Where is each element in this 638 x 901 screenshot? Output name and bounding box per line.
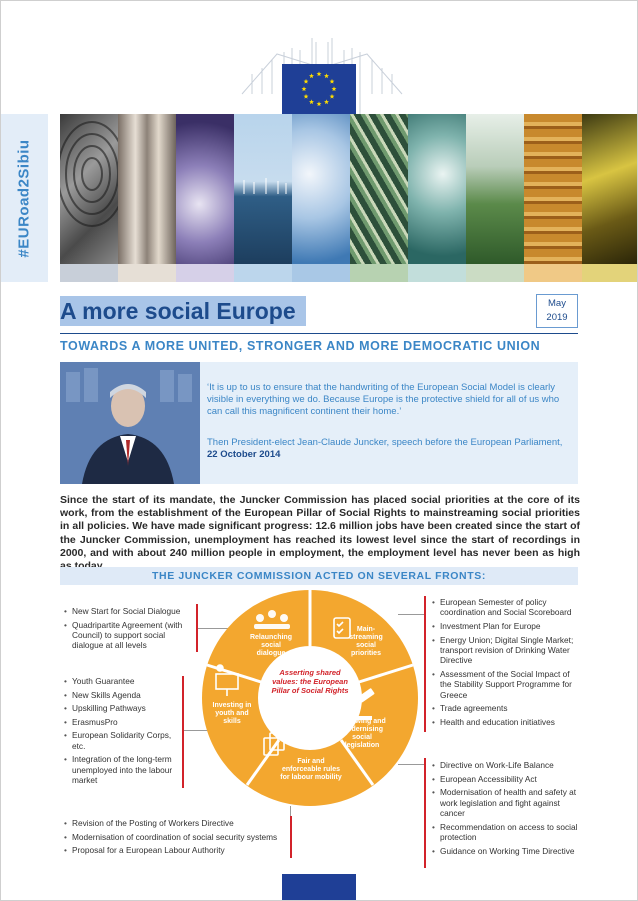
quote-source [207, 437, 573, 461]
list-labour-mobility [64, 818, 294, 859]
red-marker [424, 596, 426, 732]
list-item: • Energy Union; Digital Single Market; transport revision of Drinking Water Directive [432, 635, 582, 666]
photo-green-structure [350, 114, 408, 264]
list-mainstreaming [432, 597, 582, 731]
list-item: • New Start for Social Dialogue [64, 606, 194, 616]
date-month: May [548, 298, 566, 309]
bottom-blue-tab [282, 874, 356, 901]
red-marker [182, 676, 184, 788]
quote-attribution: Then President-elect Jean-Claude Juncker, speech before the European Parliament, [207, 437, 563, 448]
list-item: • Revision of the Posting of Workers Directive [64, 818, 294, 828]
red-marker [424, 758, 426, 868]
segment-label-renewing: Renewing and modernising social legislation [338, 718, 386, 749]
publication-date [536, 294, 578, 328]
list-item: • Youth Guarantee [64, 676, 180, 686]
band-3 [176, 264, 234, 282]
band-10 [582, 264, 638, 282]
title-divider [60, 333, 578, 334]
segment-label-investing: Investing in youth and skills [212, 702, 252, 725]
date-year: 2019 [546, 312, 568, 323]
band-4 [234, 264, 292, 282]
photo-wind-turbines [234, 114, 292, 264]
photo-columns [118, 114, 176, 264]
wheel-center-label: Asserting shared values: the European Pillar of Social Rights [271, 668, 349, 695]
list-legislation [432, 760, 582, 859]
band-6 [350, 264, 408, 282]
band-2 [118, 264, 176, 282]
band-7 [408, 264, 466, 282]
photo-euro-display [582, 114, 638, 264]
hashtag-label: #EURoad2Sibiu [15, 138, 33, 258]
list-item: • Directive on Work-Life Balance [432, 760, 582, 770]
photo-fingerprint [60, 114, 118, 264]
header-photo-strip [60, 114, 638, 282]
list-item: • Assessment of the Social Impact of the Stability Support Programme for Greece [432, 669, 582, 700]
photo-globe-abstract [292, 114, 350, 264]
list-item: • Upskilling Pathways [64, 703, 180, 713]
list-item: • European Solidarity Corps, etc. [64, 730, 180, 751]
list-item: • Investment Plan for Europe [432, 621, 582, 631]
list-item: • Proposal for a European Labour Authority [64, 845, 294, 855]
band-1 [60, 264, 118, 282]
segment-label-fair-rules: Fair and enforceable rules for labour mobility [280, 758, 342, 781]
photo-abstract-purple [176, 114, 234, 264]
photo-containers [524, 114, 582, 264]
page-title: A more social Europe [60, 298, 296, 324]
band-9 [524, 264, 582, 282]
page-subtitle: TOWARDS A MORE UNITED, STRONGER AND MORE DEMOCRATIC UNION [60, 339, 541, 353]
photo-waves [408, 114, 466, 264]
quote-text: ‘It is up to us to ensure that the handwriting of the European Social Model is clearly visible in everything we do. Because Europe is the protective shield for all of us who can call this magnificent continent their home.’ [207, 382, 560, 418]
list-item: • Health and education initiatives [432, 717, 582, 727]
segment-label-dialogue: Relaunching social dialogue [249, 634, 292, 657]
list-item: • Modernisation of health and safety at work legislation and fight against cancer [432, 787, 582, 818]
list-item: • European Semester of policy coordination and Social Scoreboard [432, 597, 582, 618]
list-item: • European Accessibility Act [432, 774, 582, 784]
juncker-photo [60, 362, 200, 484]
list-social-dialogue [64, 606, 194, 654]
red-marker [290, 816, 292, 858]
list-item: • Trade agreements [432, 703, 582, 713]
list-item: • Quadripartite Agreement (with Council) to support social dialogue at all levels [64, 620, 194, 651]
list-item: • Guidance on Working Time Directive [432, 846, 582, 856]
list-item: • New Skills Agenda [64, 690, 180, 700]
segment-label-mainstreaming: Main-streaming social priorities [349, 626, 383, 657]
quote-date: 22 October 2014 [207, 449, 281, 460]
list-youth-skills [64, 676, 180, 789]
fronts-heading: THE JUNCKER COMMISSION ACTED ON SEVERAL FRONTS: [152, 570, 486, 582]
list-item: • Integration of the long-term unemployed into the labour market [64, 754, 180, 785]
list-item: • Modernisation of coordination of social security systems [64, 832, 294, 842]
band-8 [466, 264, 524, 282]
band-5 [292, 264, 350, 282]
eu-flag-icon [282, 64, 356, 114]
intro-paragraph: Since the start of its mandate, the Juncker Commission has placed social priorities at the core of its work, from the establishment of the European Pillar of Social Rights to mainstreaming social priorities in all policies. We have made significant progress: 12.6 million jobs have been created since the start of the Juncker Commission, unemployment has reached its lowest level since the start of recordings in 2000, and with about 240 million people in employment, the employment level has never been as high [60, 494, 580, 559]
list-item: • ErasmusPro [64, 717, 180, 727]
list-item: • Recommendation on access to social protection [432, 822, 582, 843]
photo-seedlings [466, 114, 524, 264]
